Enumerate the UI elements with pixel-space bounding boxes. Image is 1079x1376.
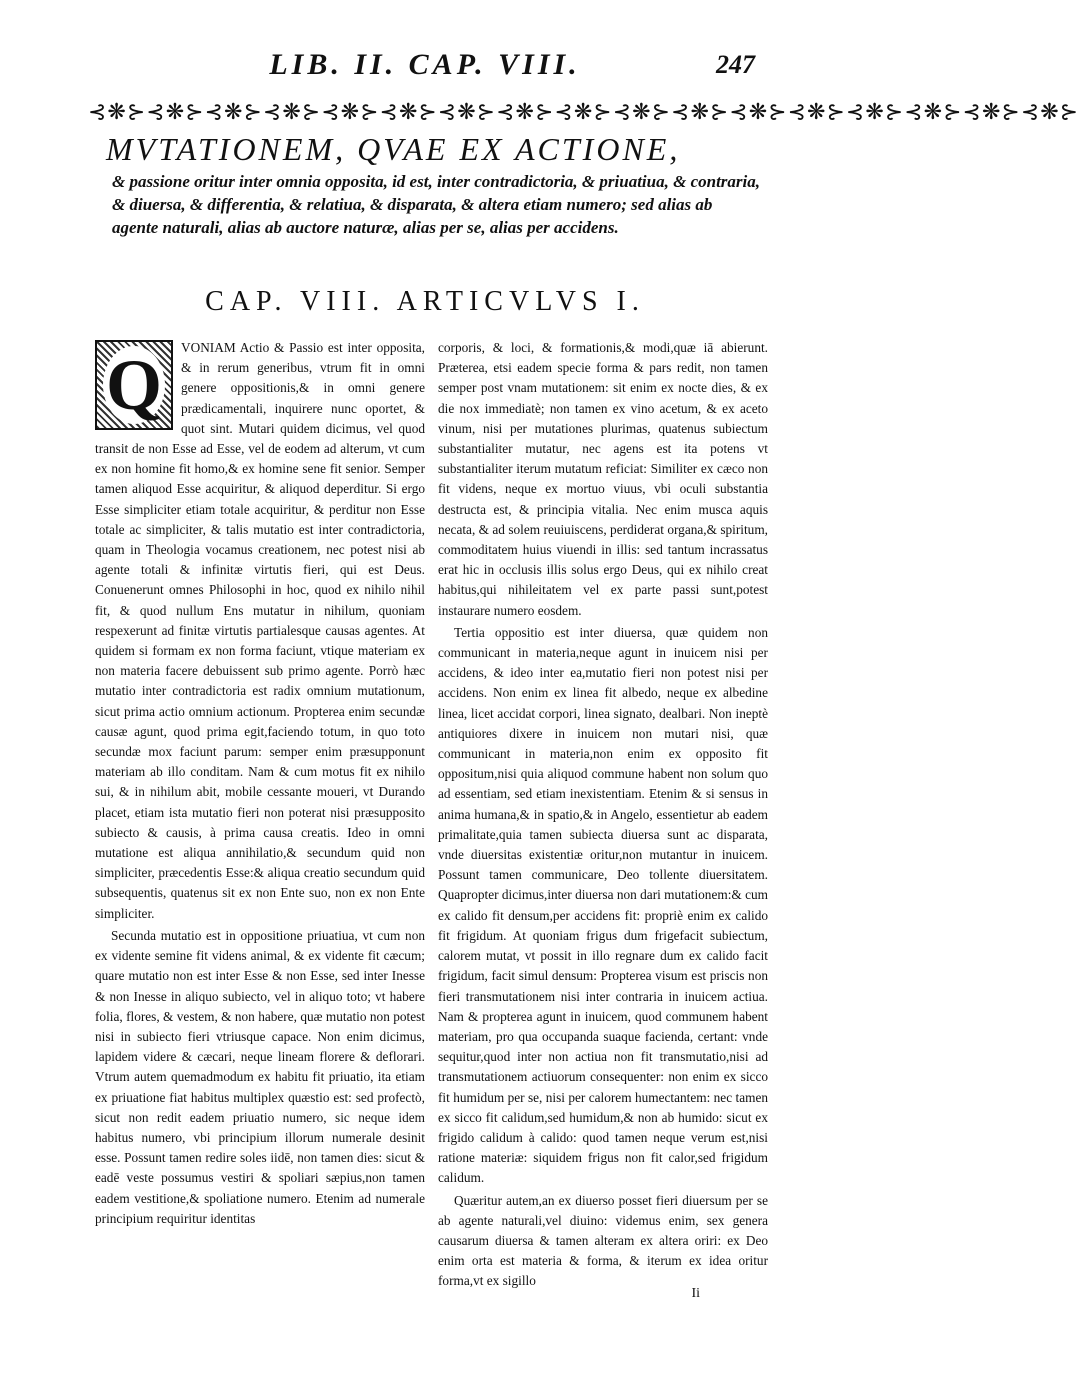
page-header — [0, 48, 850, 92]
article-title: CAP. VIII. ARTICVLVS I. — [205, 286, 645, 317]
paragraph: Secunda mutatio est in oppositione priuatiua, vt cum non ex vidente semine fit videns animal, & ex vidente fit cæcum; quare mutatio non est inter Esse & non Esse, sed inter Inesse & non Inesse in aliquo subiecto, vel in aliquo toto; vt habere folia, flores, & vestem, & non habere, quæ mutatio non potest nisi in subiecto fieri vtriusque capace. Non enim dicimus, lapidem videre & cæcari, neque lineam florere & deflorari. Vtrum autem quemadmodum ex habitu fit priuatio, ita etiam ex priuatione fiat habitus multiplex quæstio est: sed profectò, sicut non redit eadem priuatio numero, sic neque idem habitus numero, vbi principium illorum numerale desinit esse. Possunt tamen redire soles iidē, non tamen dies: sicut & eadē veste possumus vestiri & spoliari sæpius,non tamen eadem vestitione,& spoliatione numero. Etenim ad numerale principium requiritur identitas — [95, 927, 425, 1226]
chapter-heading-subtitle: & passione oritur inter omnia opposita, id est, inter contradictoria, & priuatiua, & contraria, & diuersa, & differentia, & relatiua, & disparata, & altera etiam numero; sed alias ab agente naturali, alias ab auctore naturæ, alias per se, alias per accidens. — [112, 172, 760, 237]
chapter-heading — [106, 128, 762, 239]
paragraph: Tertia oppositio est inter diuersa, quæ quidem non communicant in materia,neque agunt in inuicem nisi per accidens, & ideo inter ea,mutatio fieri non potest nisi per accidens. Non enim ex linea fit albedo, neque ex albedine linea, licet accidat corpori, linea signato, dealbari. Non ineptè antiquiores dixere in inuicem non mutari nisi, quæ communicant in materia,non enim ex opposito fit oppositum,nisi quia aliquod commune habent non solum quo ad essentiam, sed etiam inexistentiam. Etenim & si sensus in anima humana,& in spatio,& in Angelo, essentietur ab eadem primalitate,quia tamen subiecta diuersa sunt ac disparata, vnde diuersitas existentiæ oritur,non mutantur in inuicem. Possunt tamen communicare, Deo tollente diuersitatem. Quapropter dicimus,inter diuersa non dari mutationem:& cum ex calido fit densum,per accidens fit: propriè enim ex calido fit frigidum. At quoniam frigus dum frigefacit subiectum, calorem mutat, vt possit in illo regnare dum ex calido facit frigidum, facit simul densum: Propterea visum est priscis non fieri transmutationem nisi inter contraria in inuicem actiua. Nam & propterea agunt in inuicem, quod communem habent materiam, pro qua occupanda suaque facienda, certant: vnde sequitur,quod inter non actiua non fit transmutatio,nisi ad transmutationem actiuorum consequenter: non enim ex sicco fit humidum per se, nisi per calorem humectantem: nec tamen ex sicco fit calidum,sed humidum,& non ab humido: sicut ex frigido calidum à calido: quod tamen neque verum est,nisi ratione materiæ: siquidem frigus non fit calor,sed frigidum calidum. — [438, 624, 768, 1186]
ornamental-dropcap — [95, 340, 173, 430]
right-column — [438, 338, 768, 1294]
paragraph: VONIAM Actio & Passio est inter opposita, & in rerum generibus, vtrum fit in omni genere oppositionis,& in omni genere prædicamentali, inquirere nunc oportet, & quot sint. Mutari quidem dicimus, vel quod transit de non Esse ad Esse, vel de eodem ad alterum, vt cum ex non homine fit homo,& ex homine sene fit senior. Semper tamen aliquod Esse acquiritur, & aliquod deperditur. Si ergo Esse simpliciter etiam totale acquiritur, & perditur non Esse totale ac simpliciter, & talis mutatio est inter contradictoria, quam in Theologia vocamus creationem, nec potest nisi ab agente totali & infinitæ virtutis fieri, qui est Deus. Conuenerunt omnes Philosophi in hoc, quod ex nihilo nihil fit, & quod nullum Ens mutatur in nihilum, quoniam respexerunt ad finitæ virtutis partialesque causas agentes. At quidem si formam ex non forma faciunt, vtique materiam ex non materia facere debuissent sub primo agente. Porrò hæc mutatio inter contradictoria est radix omnium mutationum, sicut prima actio omnium actionum. Propterea enim secundæ causæ agunt, quod prima egit,faciendo totum, in quo toto secundæ mox faciunt parum: semper enim præsupponunt materiam ab illo conditam. Nam & cum motus fit ex nihilo sui, & in nihilum abit, mobile cessante moueri, vt Durando placet, etiam ista mutatio fieri non poterat nisi præsupposito subiecto & causis, à prima causa creatis. Ideo in omni mutatione est aliqua annihilatio,& secundum quid non simpliciter, præcedentis Esse:& aliqua creatio secundum quid subsequentis, quatenus sit ex non Ente suo, non ex non Ente simpliciter. — [95, 340, 425, 921]
left-column — [95, 338, 425, 1231]
running-title: LIB. II. CAP. VIII. — [269, 48, 581, 81]
dropcap-letter: Q — [103, 346, 165, 424]
paragraph: corporis, & loci, & formationis,& modi,quæ iā abierunt. Præterea, etsi eadem specie forma & pars redit, non tamen semper post vnam mutationem: sit enim ex nocte dies, & ex die nox immediatè; non tamen ex vino acetum, & ex aceto vinum, nisi per mutationes plurimas, quatenus subiectum substantialiter mutatur, nec agens est ita potens vt substantialiter iterum mutatum reficiat: Similiter ex cæco non fit videns, neque ex mortuo viuus, vbi oculi substantia destructa est, & principia vitalia. Nec enim musca aquis necata, & ad solem reuiuiscens, perdiderat organa,& spiritum, commoditatem huius viuendi in illis: sed tantum incrassatus erat hic in occlusis illis solus ergo Deus, qui ex nihilo creat habitus,qui nihileitatem vel ex parte passi sunt,potest instaurare numero eosdem. — [438, 340, 768, 618]
decorative-ornament-band: ⊰❋⊱⊰❋⊱⊰❋⊱⊰❋⊱⊰❋⊱⊰❋⊱⊰❋⊱⊰❋⊱⊰❋⊱⊰❋⊱⊰❋⊱⊰❋⊱⊰❋⊱⊰❋⊱⊰❋⊱⊰❋⊱⊰❋⊱ — [88, 100, 1079, 125]
paragraph: Quæritur autem,an ex diuerso posset fieri diuersum per se ab agente naturali,vel diuino: videmus enim, sex genera causarum diuersa & tamen alteram ex altera oriri: ex Deo enim orta est materia & forma, & iterum ex idea oritur forma,vt ex sigillo — [438, 1192, 768, 1289]
page-number: 247 — [716, 50, 755, 79]
signature-mark: Ii — [691, 1286, 700, 1301]
chapter-heading-main: MVTATIONEM, QVAE EX ACTIONE, — [106, 131, 681, 167]
